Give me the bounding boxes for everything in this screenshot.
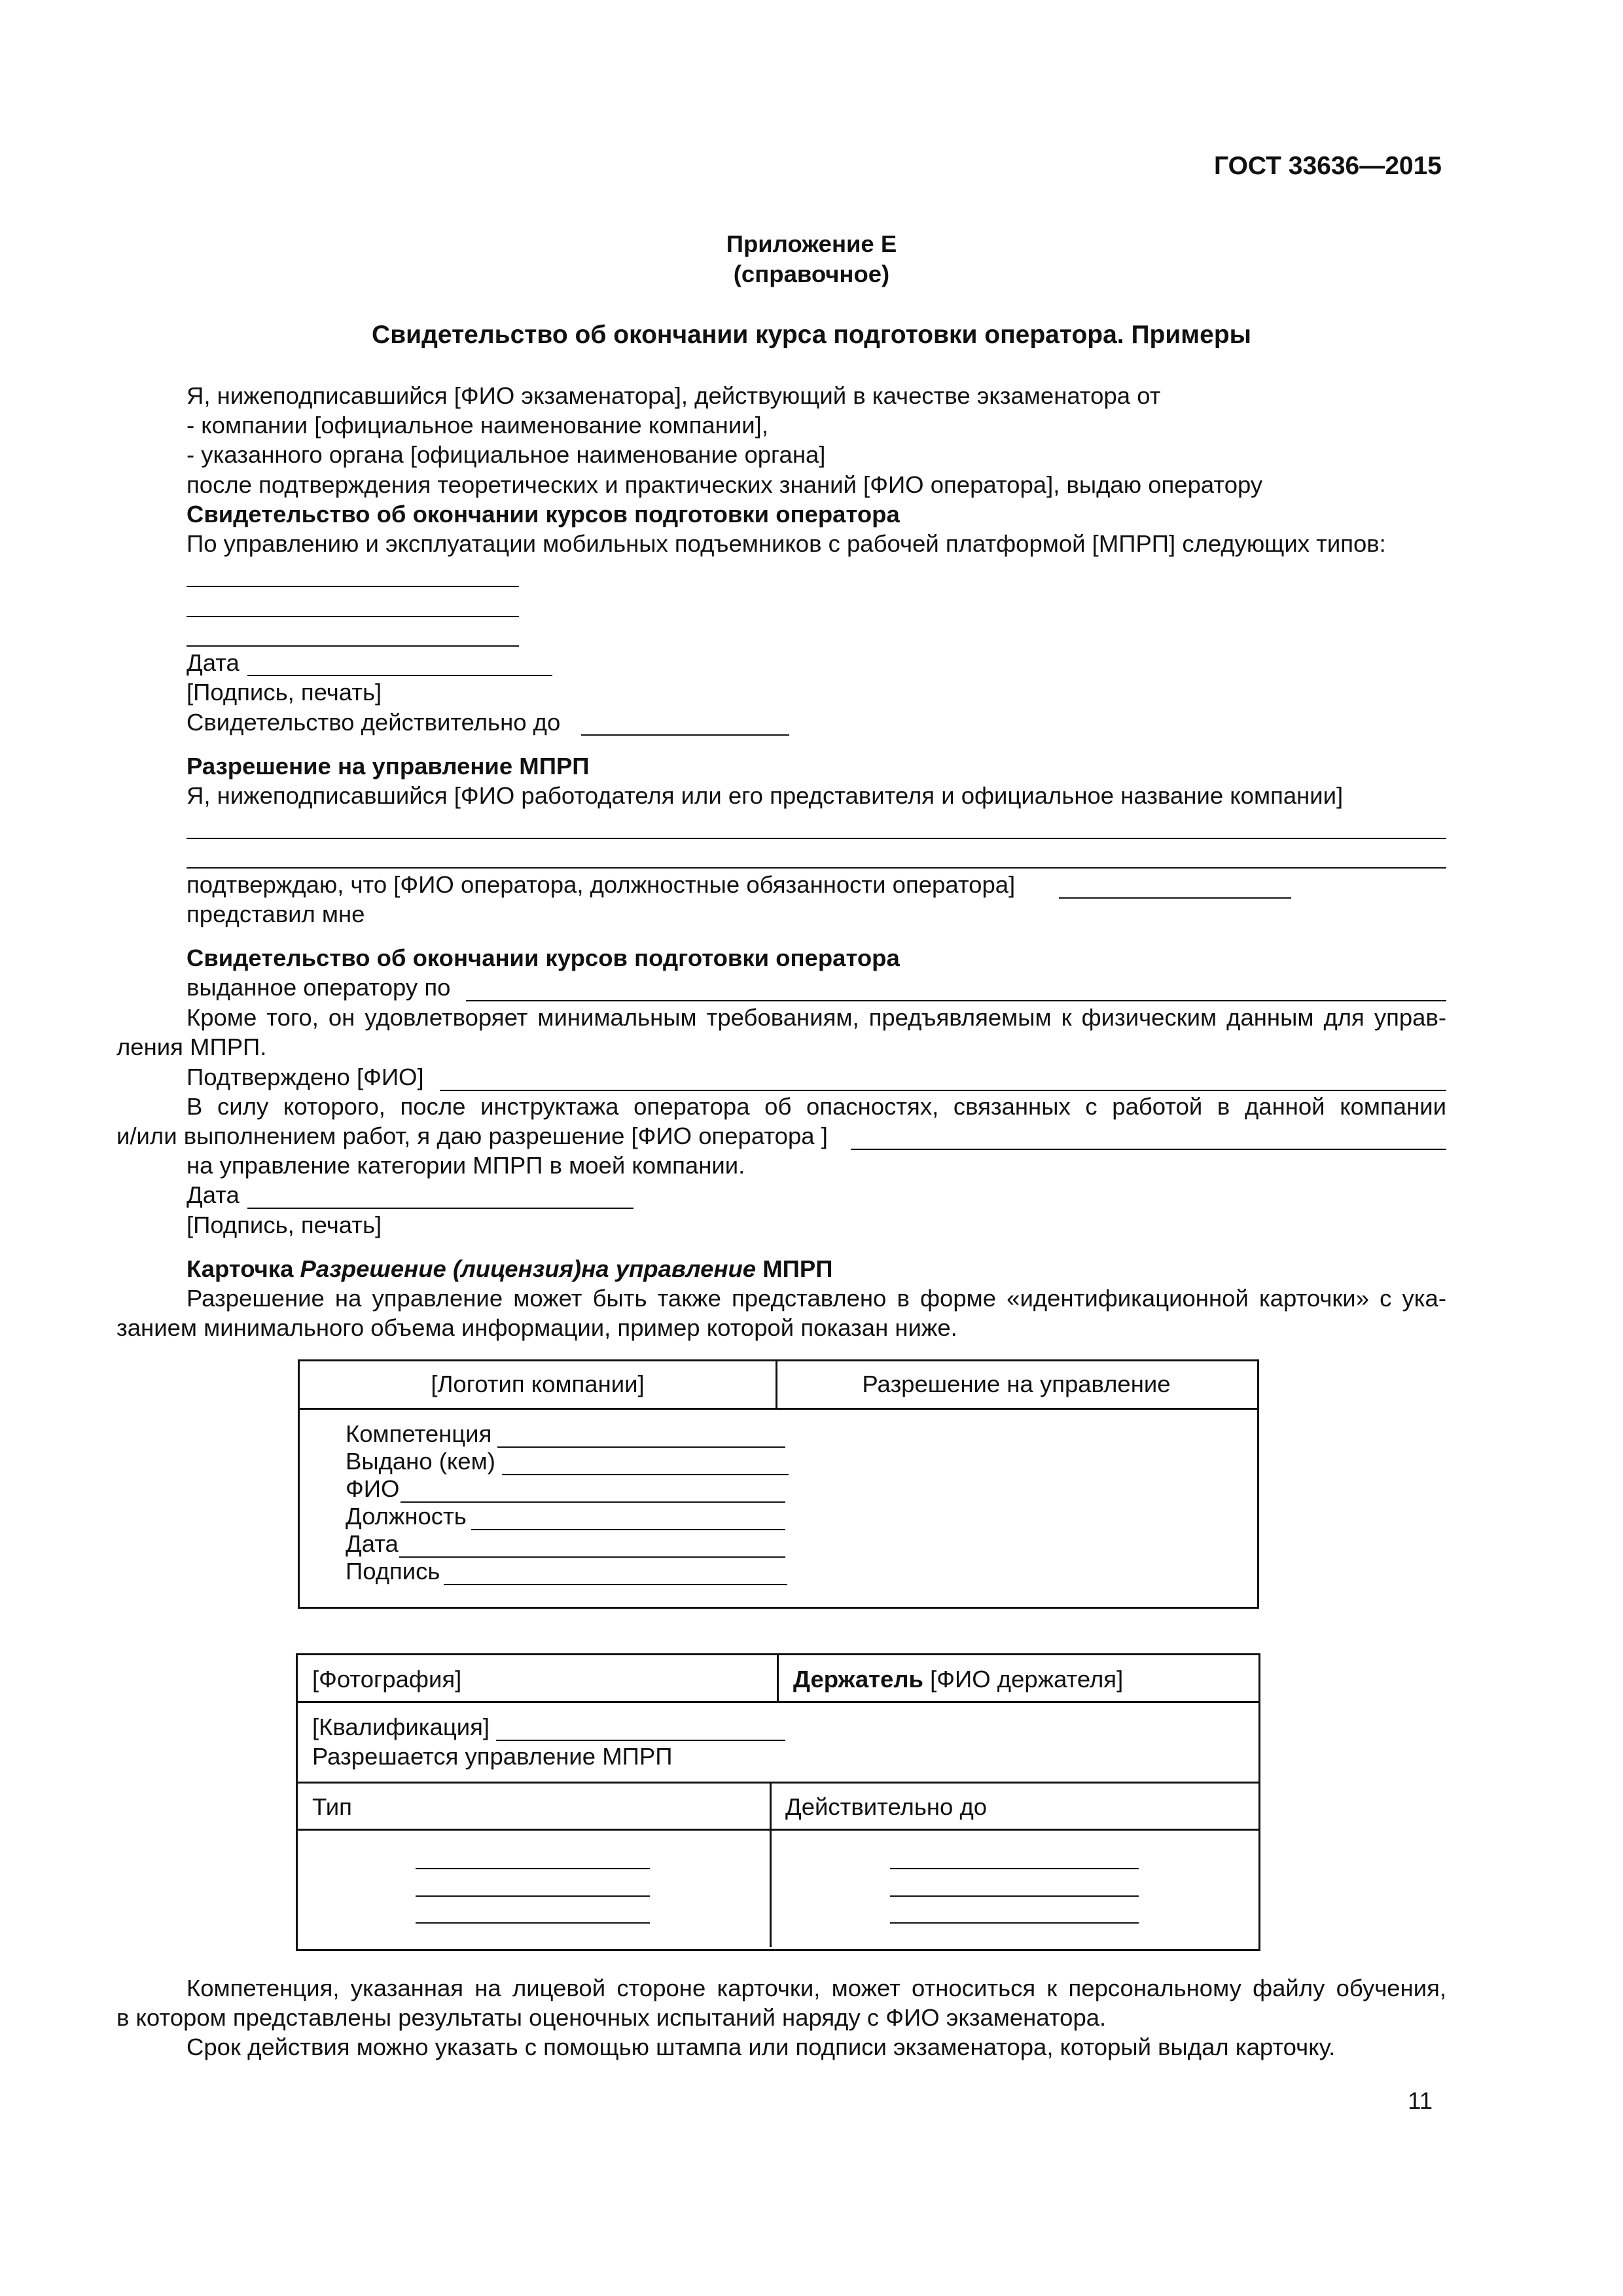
type-blank-c <box>416 1922 650 1924</box>
requirements-line-1: Кроме того, он удовлетворяет минимальным требованиям, предъявляемым к физическим данным для управ- <box>187 1004 1446 1031</box>
confirmed-blank <box>440 1090 1446 1091</box>
footer-line-2: в котором представлены результаты оценочных испытаний наряду с ФИО экзаменатора. <box>116 2004 1107 2031</box>
field-name: ФИО <box>346 1475 400 1502</box>
field-competence: Компетенция <box>346 1420 492 1447</box>
operator-permit-blank <box>851 1149 1446 1150</box>
field-position: Должность <box>346 1503 467 1530</box>
valid-blank-a <box>890 1868 1139 1869</box>
field-position-blank <box>471 1529 785 1530</box>
appendix-title: Приложение Е <box>726 230 897 257</box>
card-desc-line-1: Разрешение на управление может быть также представлено в форме «идентификационной карточки» с ука- <box>187 1285 1446 1312</box>
logo-cell: [Логотип компании] <box>431 1371 645 1397</box>
permit-line-1: Я, нижеподписавшийся [ФИО работодателя или его представителя и официальное название компании] <box>187 782 1344 809</box>
section-title: Свидетельство об окончании курса подготовки оператора. Примеры <box>372 321 1251 349</box>
issued-blank <box>466 1000 1446 1001</box>
field-issued-by-blank <box>502 1474 789 1475</box>
permit-heading: Разрешение на управление МПРП <box>187 753 590 780</box>
valid-col-header: Действительно до <box>785 1793 988 1820</box>
card-back-bottom-divider <box>770 1782 772 1947</box>
page-number: 11 <box>1408 2087 1433 2114</box>
footer-line-3: Срок действия можно указать с помощью штампа или подписи экзаменатора, который выдал карточку. <box>187 2034 1336 2060</box>
card-back-row-divider-2 <box>296 1782 1258 1784</box>
permit-cert-heading: Свидетельство об окончании курсов подготовки оператора <box>187 944 900 971</box>
photo-cell: [Фотография] <box>312 1666 462 1693</box>
type-blank-b <box>416 1895 650 1897</box>
employer-blank-2 <box>187 867 1446 869</box>
cert-line-1: Я, нижеподписавшийся [ФИО экзаменатора], действующий в качестве экзаменатора от <box>187 382 1161 409</box>
valid-blank-c <box>890 1922 1139 1924</box>
cert-valid-until: Свидетельство действительно до <box>187 709 561 736</box>
type-blank-2 <box>187 616 519 617</box>
cert-line-5: По управлению и эксплуатации мобильных подъемников с рабочей платформой [МПРП] следующих типов: <box>187 530 1386 557</box>
type-blank-a <box>416 1868 650 1869</box>
card-back-row-divider-3 <box>296 1829 1258 1831</box>
cert-line-2: - компании [официальное наименование компании], <box>187 412 768 439</box>
cert-line-3: - указанного органа [официальное наименование органа] <box>187 441 826 468</box>
permit-line-2: подтверждаю, что [ФИО оператора, должностные обязанности оператора] <box>187 871 1016 898</box>
qualification-label: [Квалификация] <box>312 1713 490 1740</box>
type-blank-1 <box>187 586 519 587</box>
cert-date-label: Дата <box>187 649 240 676</box>
card-desc-line-2: занием минимального объема информации, пример которой показан ниже. <box>116 1314 957 1341</box>
requirements-line-2: ления МПРП. <box>116 1033 267 1060</box>
permit-line-3: представил мне <box>187 901 365 927</box>
issued-label: выданное оператору по <box>187 974 451 1001</box>
card-back-row-divider-1 <box>296 1701 1258 1703</box>
field-signature: Подпись <box>346 1558 440 1585</box>
holder-cell: Держатель [ФИО держателя] <box>793 1666 1124 1693</box>
cert-date-blank <box>247 675 552 676</box>
valid-blank-b <box>890 1895 1139 1897</box>
cert-heading: Свидетельство об окончании курсов подготовки оператора <box>187 501 900 528</box>
allowed-line: Разрешается управление МПРП <box>312 1743 673 1770</box>
card-heading: Карточка Разрешение (лицензия)на управление МПРП <box>187 1255 833 1282</box>
permit-date-blank <box>247 1208 633 1209</box>
field-signature-blank <box>444 1584 787 1585</box>
instruction-line-2: и/или выполнением работ, я даю разрешение [ФИО оператора ] <box>116 1122 828 1149</box>
type-col-header: Тип <box>312 1793 352 1820</box>
cert-signature: [Подпись, печать] <box>187 679 382 706</box>
permit-header-cell: Разрешение на управление <box>862 1371 1171 1397</box>
duties-blank <box>1059 897 1291 899</box>
cert-line-4: после подтверждения теоретических и практических знаний [ФИО оператора], выдаю оператору <box>187 471 1263 498</box>
field-date: Дата <box>346 1530 399 1557</box>
field-competence-blank <box>497 1446 785 1448</box>
employer-blank-1 <box>187 838 1446 839</box>
card-front-row-divider <box>298 1408 1257 1410</box>
cert-valid-until-blank <box>581 734 789 736</box>
appendix-subtitle: (справочное) <box>733 260 890 287</box>
footer-line-1: Компетенция, указанная на лицевой стороне карточки, может относиться к персональному файлу обучения, <box>187 1975 1446 2001</box>
permit-date-label: Дата <box>187 1181 240 1208</box>
instruction-line-1: В силу которого, после инструктажа оператора об опасностях, связанных с работой в данной компании <box>187 1093 1446 1120</box>
field-date-blank <box>399 1556 785 1558</box>
standard-code: ГОСТ 33636—2015 <box>1214 152 1442 180</box>
type-blank-3 <box>187 645 519 647</box>
category-line: на управление категории МПРП в моей компании. <box>187 1152 745 1179</box>
confirmed-label: Подтверждено [ФИО] <box>187 1064 424 1090</box>
permit-signature: [Подпись, печать] <box>187 1211 382 1238</box>
field-issued-by: Выдано (кем) <box>346 1448 495 1475</box>
qualification-blank <box>496 1740 785 1741</box>
card-back-top-divider <box>777 1653 779 1702</box>
